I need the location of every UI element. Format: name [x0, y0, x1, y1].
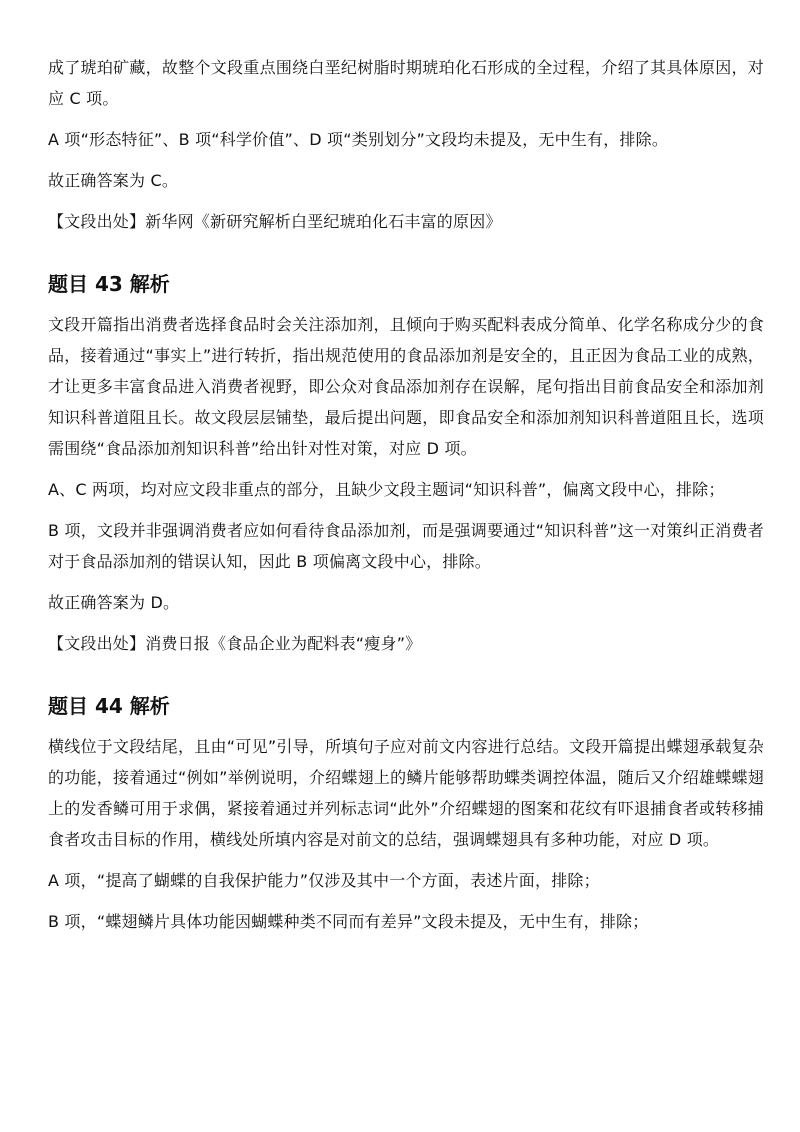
document-page [48, 52, 764, 947]
paragraph: 文段开篇指出消费者选择食品时会关注添加剂，且倾向于购买配料表成分简单、化学名称成分少的食品，接着通过“事实上”进行转折，指出规范使用的食品添加剂是安全的，且正因为食品工业的成熟，才让更多丰富食品进入消费者视野，即公众对食品添加剂存在误解，尾句指出目前食品安全和添加剂知识科普道阻且长。故文段层层铺垫，最后提出问题，即食品安全和添加剂知识科普道阻且长，选项需围绕“食品添加剂知识科普”给出针对性对策，对应 D 项。 [48, 315, 764, 458]
paragraph: 成了琥珀矿藏，故整个文段重点围绕白垩纪树脂时期琥珀化石形成的全过程，介绍了其具体原因，对应 C 项。 [48, 58, 764, 108]
paragraph: B 项，“蝶翅鳞片具体功能因蝴蝶种类不同而有差异”文段未提及，无中生有，排除； [48, 912, 649, 931]
source-line: 【文段出处】消费日报《食品企业为配料表“瘦身”》 [48, 634, 422, 653]
answer-line: 故正确答案为 C。 [48, 171, 179, 190]
answer-line: 故正确答案为 D。 [48, 593, 180, 612]
source-line: 【文段出处】新华网《新研究解析白垩纪琥珀化石丰富的原因》 [48, 212, 502, 231]
paragraph: B 项，文段并非强调消费者应如何看待食品添加剂，而是强调要通过“知识科普”这一对策纠正消费者对于食品添加剂的错误认知，因此 B 项偏离文段中心，排除。 [48, 521, 764, 571]
paragraph: 横线位于文段结尾，且由“可见”引导，所填句子应对前文内容进行总结。文段开篇提出蝶翅承载复杂的功能，接着通过“例如”举例说明，介绍蝶翅上的鳞片能够帮助蝶类调控体温，随后又介绍雄蝶蝶翅上的发香鳞可用于求偶，紧接着通过并列标志词“此外”介绍蝶翅的图案和花纹有吓退捕食者或转移捕食者攻击目标的作用，横线处所填内容是对前文的总结，强调蝶翅具有多种功能，对应 D 项。 [48, 737, 764, 849]
section-heading-44: 题目 44 解析 [48, 694, 170, 718]
paragraph: A、C 两项，均对应文段非重点的部分，且缺少文段主题词“知识科普”，偏离文段中心，排除； [48, 480, 725, 499]
paragraph: A 项“形态特征”、B 项“科学价值”、D 项“类别划分”文段均未提及，无中生有，排除。 [48, 130, 669, 149]
paragraph: A 项，“提高了蝴蝶的自我保护能力”仅涉及其中一个方面，表述片面，排除； [48, 871, 600, 890]
section-heading-43: 题目 43 解析 [48, 272, 170, 296]
